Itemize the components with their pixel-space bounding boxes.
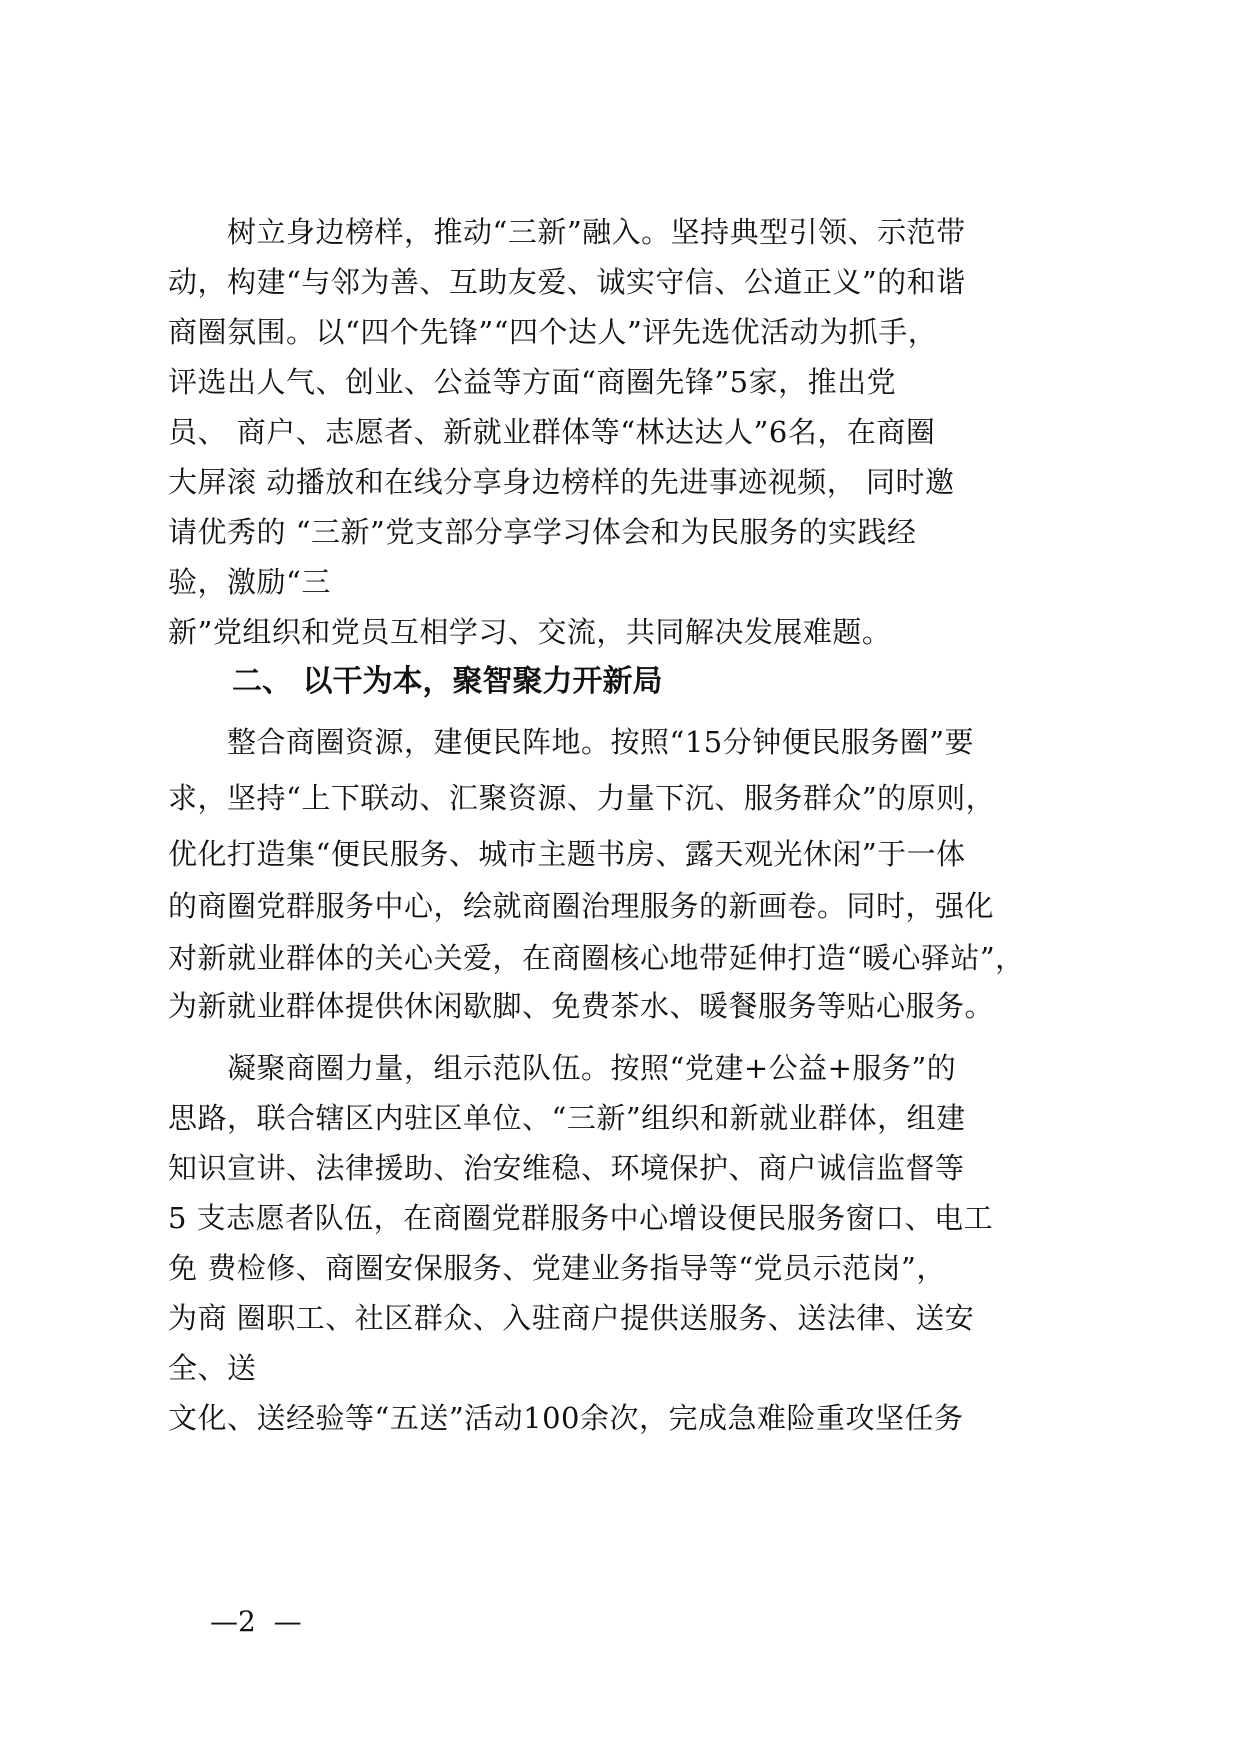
paragraph-1-line-6: 大屏滚 动播放和在线分享身边榜样的先进事迹视频， 同时邀	[168, 465, 955, 499]
paragraph-3-line-7: 全、送	[168, 1351, 257, 1385]
paragraph-3-line-6: 为商 圈职工、社区群众、入驻商户提供送服务、送法律、送安	[168, 1301, 975, 1335]
page-number: —2 —	[210, 1605, 302, 1638]
paragraph-1-line-5: 员、 商户、志愿者、新就业群体等“林达达人”6名，在商圈	[168, 415, 936, 449]
paragraph-3-line-1: 凝聚商圈力量，组示范队伍。按照“党建+公益+服务”的	[168, 1051, 957, 1085]
paragraph-1-line-7: 请优秀的 “三新”党支部分享学习体会和为民服务的实践经	[168, 515, 917, 549]
paragraph-2-line-4: 的商圈党群服务中心，绘就商圈治理服务的新画卷。同时，强化	[168, 889, 995, 923]
paragraph-1-line-3: 商圈氛围。以“四个先锋”“四个达人”评先选优活动为抓手，	[168, 315, 938, 349]
paragraph-2-line-2: 求，坚持“上下联动、汇聚资源、力量下沉、服务群众”的原则，	[168, 781, 996, 815]
paragraph-3-line-4: 5 支志愿者队伍，在商圈党群服务中心增设便民服务窗口、电工	[168, 1201, 994, 1235]
paragraph-1-line-4: 评选出人气、创业、公益等方面“商圈先锋”5家，推出党	[168, 365, 897, 399]
paragraph-2-line-3: 优化打造集“便民服务、城市主题书房、露天观光休闲”于一体	[168, 837, 966, 871]
paragraph-1-line-8: 验，激励“三	[168, 565, 331, 599]
paragraph-1-line-2: 动，构建“与邻为善、互助友爱、诚实守信、公道正义”的和谐	[168, 265, 966, 299]
section-heading: 二、 以干为本，聚智聚力开新局	[232, 664, 663, 699]
paragraph-2-line-5: 对新就业群体的关心关爱，在商圈核心地带延伸打造“暖心驿站”，	[168, 941, 1025, 975]
paragraph-2-line-6: 为新就业群体提供休闲歇脚、免费茶水、暖餐服务等贴心服务。	[168, 989, 995, 1023]
paragraph-3-line-2: 思路，联合辖区内驻区单位、“三新”组织和新就业群体，组建	[168, 1101, 966, 1135]
paragraph-1-line-1: 树立身边榜样，推动“三新”融入。坚持典型引领、示范带	[168, 215, 966, 249]
paragraph-3-line-5: 免 费检修、商圈安保服务、党建业务指导等“党员示范岗”，	[168, 1251, 946, 1285]
paragraph-1-line-9: 新”党组织和党员互相学习、交流，共同解决发展难题。	[168, 615, 892, 649]
paragraph-2-line-1: 整合商圈资源，建便民阵地。按照“15分钟便民服务圈”要	[168, 725, 975, 759]
paragraph-3-line-8: 文化、送经验等“五送”活动100余次，完成急难险重攻坚任务	[168, 1401, 964, 1435]
paragraph-3-line-3: 知识宣讲、法律援助、治安维稳、环境保护、商户诚信监督等	[168, 1151, 965, 1185]
